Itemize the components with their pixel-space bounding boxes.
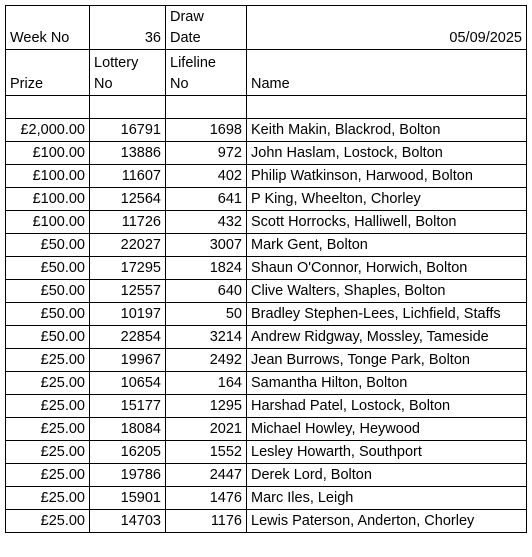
table-row [6,510,527,533]
lottery-number-cell: 19786 [90,464,166,487]
table-row [6,395,527,418]
table-row [6,303,527,326]
column-header-lifeline [166,50,247,96]
prize-cell: £100.00 [6,142,90,165]
winner-name-cell: Scott Horrocks, Halliwell, Bolton [247,211,527,234]
prize-cell: £25.00 [6,372,90,395]
table-row [6,441,527,464]
winner-name-cell: Harshad Patel, Lostock, Bolton [247,395,527,418]
table-row [6,234,527,257]
column-header-lottery-line2: No [94,76,113,92]
lifeline-number-cell: 1824 [166,257,247,280]
lottery-number-cell: 11726 [90,211,166,234]
winner-name-cell: Michael Howley, Heywood [247,418,527,441]
table-row [6,257,527,280]
winner-name-cell: Bradley Stephen-Lees, Lichfield, Staffs [247,303,527,326]
lifeline-number-cell: 1698 [166,119,247,142]
lottery-number-cell: 19967 [90,349,166,372]
lifeline-number-cell: 641 [166,188,247,211]
lifeline-number-cell: 3214 [166,326,247,349]
column-header-lifeline-line1: Lifeline [170,55,216,71]
prize-cell: £2,000.00 [6,119,90,142]
draw-date-label-line2: Date [170,30,201,46]
winner-name-cell: Philip Watkinson, Harwood, Bolton [247,165,527,188]
prize-cell: £50.00 [6,234,90,257]
table-row [6,119,527,142]
prize-cell: £25.00 [6,464,90,487]
prize-cell: £50.00 [6,303,90,326]
week-label: Week No [6,6,90,50]
table-row [6,326,527,349]
table-row [6,349,527,372]
lottery-number-cell: 11607 [90,165,166,188]
prize-cell: £25.00 [6,395,90,418]
blank-cell [90,96,166,119]
week-value: 36 [90,6,166,50]
prize-cell: £25.00 [6,418,90,441]
column-header-prize: Prize [6,50,90,96]
blank-cell [247,96,527,119]
lifeline-number-cell: 1176 [166,510,247,533]
header-row-week [6,6,527,50]
winner-name-cell: P King, Wheelton, Chorley [247,188,527,211]
prize-cell: £100.00 [6,211,90,234]
table-row [6,487,527,510]
prize-cell: £50.00 [6,326,90,349]
blank-row [6,96,527,119]
winner-name-cell: Jean Burrows, Tonge Park, Bolton [247,349,527,372]
lottery-number-cell: 15901 [90,487,166,510]
results-table-body [6,6,527,533]
lottery-number-cell: 15177 [90,395,166,418]
lottery-number-cell: 10654 [90,372,166,395]
table-row [6,188,527,211]
winner-name-cell: Marc Iles, Leigh [247,487,527,510]
lifeline-number-cell: 164 [166,372,247,395]
prize-cell: £100.00 [6,188,90,211]
lifeline-number-cell: 402 [166,165,247,188]
lifeline-number-cell: 640 [166,280,247,303]
prize-cell: £50.00 [6,280,90,303]
table-row [6,418,527,441]
lottery-number-cell: 10197 [90,303,166,326]
winner-name-cell: Derek Lord, Bolton [247,464,527,487]
lottery-number-cell: 16205 [90,441,166,464]
column-header-lifeline-line2: No [170,76,189,92]
lottery-number-cell: 12557 [90,280,166,303]
draw-date-label [166,6,247,50]
header-row-columns [6,50,527,96]
lifeline-number-cell: 1476 [166,487,247,510]
results-table [5,5,527,533]
lifeline-number-cell: 2447 [166,464,247,487]
winner-name-cell: Shaun O'Connor, Horwich, Bolton [247,257,527,280]
lottery-number-cell: 18084 [90,418,166,441]
prize-cell: £25.00 [6,510,90,533]
lifeline-number-cell: 1552 [166,441,247,464]
winner-name-cell: Andrew Ridgway, Mossley, Tameside [247,326,527,349]
winner-name-cell: Samantha Hilton, Bolton [247,372,527,395]
winner-name-cell: Lesley Howarth, Southport [247,441,527,464]
table-row [6,165,527,188]
column-header-lottery [90,50,166,96]
prize-cell: £25.00 [6,441,90,464]
prize-cell: £25.00 [6,349,90,372]
lottery-number-cell: 16791 [90,119,166,142]
lottery-number-cell: 14703 [90,510,166,533]
lifeline-number-cell: 1295 [166,395,247,418]
lifeline-number-cell: 3007 [166,234,247,257]
column-header-name: Name [247,50,527,96]
lottery-number-cell: 12564 [90,188,166,211]
lifeline-number-cell: 2021 [166,418,247,441]
lottery-number-cell: 22854 [90,326,166,349]
prize-cell: £25.00 [6,487,90,510]
table-row [6,464,527,487]
winner-name-cell: Keith Makin, Blackrod, Bolton [247,119,527,142]
prize-cell: £50.00 [6,257,90,280]
blank-cell [166,96,247,119]
draw-date-value: 05/09/2025 [247,6,527,50]
column-header-lottery-line1: Lottery [94,55,139,71]
lottery-number-cell: 13886 [90,142,166,165]
lottery-number-cell: 22027 [90,234,166,257]
winner-name-cell: Clive Walters, Shaples, Bolton [247,280,527,303]
blank-cell [6,96,90,119]
winner-name-cell: Mark Gent, Bolton [247,234,527,257]
lifeline-number-cell: 972 [166,142,247,165]
lifeline-number-cell: 2492 [166,349,247,372]
winner-name-cell: John Haslam, Lostock, Bolton [247,142,527,165]
prize-cell: £100.00 [6,165,90,188]
lottery-number-cell: 17295 [90,257,166,280]
lifeline-number-cell: 50 [166,303,247,326]
table-row [6,372,527,395]
draw-date-label-line1: Draw [170,9,204,25]
lifeline-number-cell: 432 [166,211,247,234]
table-row [6,211,527,234]
winner-name-cell: Lewis Paterson, Anderton, Chorley [247,510,527,533]
table-row [6,142,527,165]
table-row [6,280,527,303]
